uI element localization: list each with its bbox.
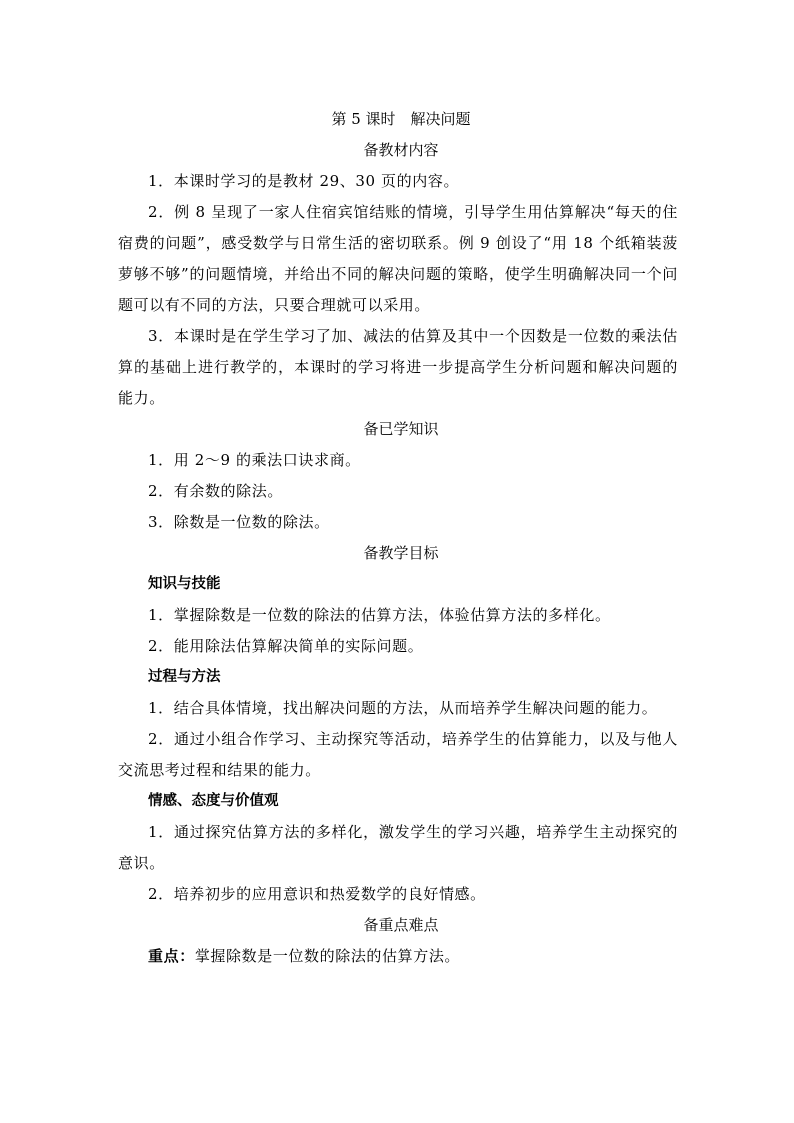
goals-process-label: 过程与方法	[148, 669, 221, 685]
keypoint-focus	[118, 941, 678, 972]
prior-item-3: 3．除数是一位数的除法。	[148, 513, 330, 531]
materials-item-3: 3．本课时是在学生学习了加、减法的估算及其中一个因数是一位数的乘法估算的基础上进行教学的，本课时的学习将进一步提高学生分析问题和解决问题的能力。	[118, 327, 678, 407]
goals-attitude-label: 情感、态度与价值观	[148, 793, 279, 809]
materials-item-1: 1．本课时学习的是教材 29、30 页的内容。	[148, 172, 460, 190]
process-item-2: 2．通过小组合作学习、主动探究等活动，培养学生的估算能力，以及与他人交流思考过程和结果的能力。	[118, 730, 678, 779]
prior-item-1: 1．用 2～9 的乘法口诀求商。	[148, 451, 361, 469]
section-heading-materials: 备教材内容	[363, 141, 439, 159]
document-page	[118, 104, 678, 972]
knowledge-item-2: 2．能用除法估算解决简单的实际问题。	[148, 637, 424, 655]
process-item-1: 1．结合具体情境，找出解决问题的方法，从而培养学生解决问题的能力。	[148, 699, 658, 717]
prior-item-2: 2．有余数的除法。	[148, 482, 283, 500]
lesson-title: 第 5 课时 解决问题	[331, 110, 471, 128]
attitude-item-1: 1．通过探究估算方法的多样化，激发学生的学习兴趣，培养学生主动探究的意识。	[118, 823, 678, 872]
attitude-item-2: 2．培养初步的应用意识和热爱数学的良好情感。	[148, 885, 486, 903]
focus-text: 掌握除数是一位数的除法的估算方法。	[194, 947, 461, 965]
section-heading-goals: 备教学目标	[363, 544, 439, 562]
focus-label: 重点：	[148, 947, 195, 965]
materials-item-2: 2．例 8 呈现了一家人住宿宾馆结账的情境，引导学生用估算解决“每天的住宿费的问题”，感受数学与日常生活的密切联系。例 9 创设了“用 18 个纸箱装菠萝够不够”的问题情境，并给出不同的解决问题的策略，使学生明确解决同一个问题可以有不同的方法，只要合理就可以采用。	[118, 203, 678, 314]
goals-knowledge-label: 知识与技能	[148, 576, 221, 592]
section-heading-keypoints: 备重点难点	[363, 916, 439, 934]
section-heading-prior-knowledge: 备已学知识	[363, 420, 439, 438]
knowledge-item-1: 1．掌握除数是一位数的除法的估算方法，体验估算方法的多样化。	[148, 606, 611, 624]
